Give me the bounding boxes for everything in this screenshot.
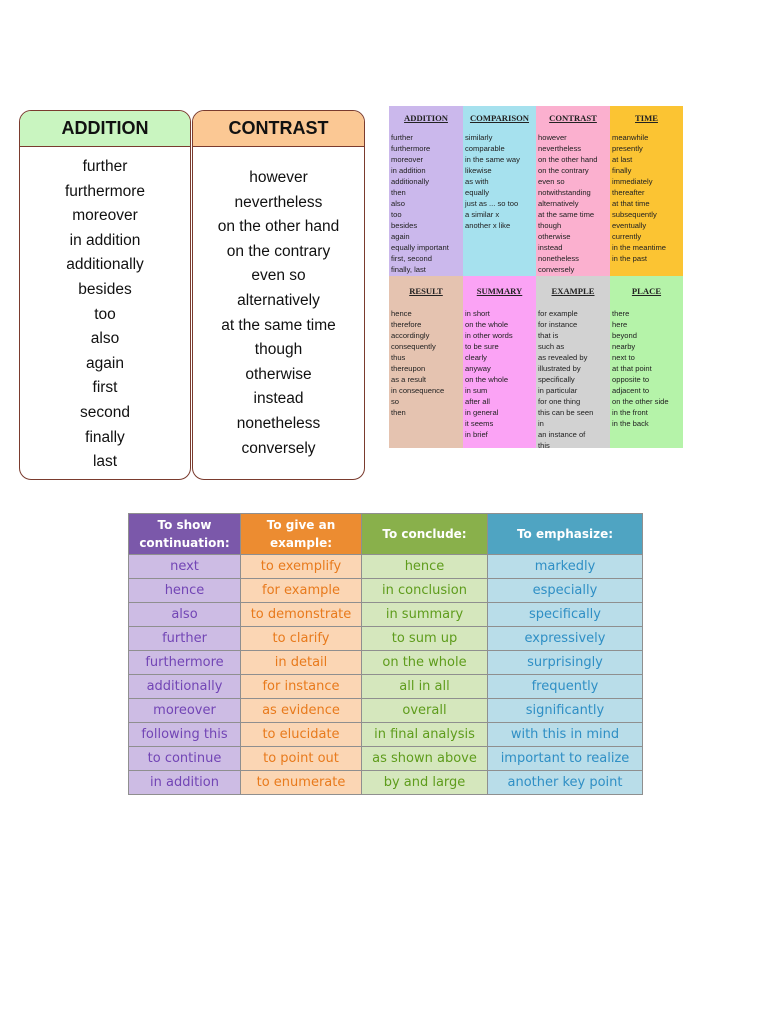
list-item: equally bbox=[465, 188, 490, 197]
list-item: besides bbox=[78, 280, 132, 298]
list-item: similarly bbox=[465, 133, 493, 142]
addition-card bbox=[19, 110, 191, 480]
word-group-list bbox=[464, 302, 535, 440]
table-cell: markedly bbox=[488, 555, 643, 579]
word-group-header: TIME bbox=[635, 113, 658, 123]
list-item: nonetheless bbox=[538, 254, 579, 263]
list-item: further bbox=[391, 133, 413, 142]
table-header-row bbox=[129, 514, 643, 555]
table-row bbox=[129, 699, 643, 723]
list-item: on the whole bbox=[465, 320, 509, 329]
list-item: in short bbox=[465, 309, 490, 318]
list-item: illustrated by bbox=[538, 364, 581, 373]
list-item: nonetheless bbox=[236, 414, 321, 432]
word-group-header: RESULT bbox=[409, 286, 443, 296]
list-item: in the back bbox=[612, 419, 649, 428]
list-item: alternatively bbox=[538, 199, 579, 208]
list-item: an instance of bbox=[538, 430, 586, 439]
word-group-header: SUMMARY bbox=[476, 286, 523, 296]
table-body bbox=[129, 555, 643, 795]
addition-word-list bbox=[20, 147, 190, 475]
list-item: to be sure bbox=[465, 342, 499, 351]
contrast-card bbox=[192, 110, 365, 480]
table-cell: by and large bbox=[362, 771, 488, 795]
list-item: otherwise bbox=[538, 232, 571, 241]
list-item: in bbox=[538, 419, 544, 428]
list-item: this bbox=[538, 441, 550, 448]
table-cell: all in all bbox=[362, 675, 488, 699]
table-cell: to continue bbox=[129, 747, 241, 771]
list-item: that is bbox=[538, 331, 559, 340]
word-group-addition bbox=[389, 106, 463, 276]
table-row bbox=[129, 747, 643, 771]
word-group-list bbox=[611, 132, 682, 264]
table-cell: to demonstrate bbox=[241, 603, 362, 627]
list-item: additionally bbox=[391, 177, 429, 186]
header-line: example: bbox=[269, 536, 333, 550]
table-cell: in summary bbox=[362, 603, 488, 627]
word-group-header: ADDITION bbox=[404, 113, 448, 123]
list-item: beyond bbox=[612, 331, 637, 340]
table-cell: further bbox=[129, 627, 241, 651]
list-item: nevertheless bbox=[538, 144, 582, 153]
list-item: as revealed by bbox=[538, 353, 588, 362]
list-item: too bbox=[94, 305, 116, 323]
word-group-list bbox=[537, 132, 609, 275]
word-group-summary bbox=[463, 276, 536, 448]
list-item: first, second bbox=[391, 254, 432, 263]
word-group-comparison bbox=[463, 106, 536, 276]
list-item: in other words bbox=[465, 331, 513, 340]
list-item: currently bbox=[612, 232, 642, 241]
word-group-contrast bbox=[536, 106, 610, 276]
list-item: opposite to bbox=[612, 375, 650, 384]
table-cell: moreover bbox=[129, 699, 241, 723]
list-item: immediately bbox=[612, 177, 653, 186]
list-item: further bbox=[82, 158, 128, 175]
table-cell: furthermore bbox=[129, 651, 241, 675]
word-group-time bbox=[610, 106, 683, 276]
word-group-list bbox=[537, 302, 609, 448]
list-item: a similar x bbox=[465, 210, 500, 219]
table-cell: overall bbox=[362, 699, 488, 723]
word-group-header: EXAMPLE bbox=[551, 286, 595, 296]
table-column-header bbox=[241, 514, 362, 555]
table-cell: also bbox=[129, 603, 241, 627]
list-item: conversely bbox=[538, 265, 575, 274]
list-item: another x like bbox=[465, 221, 511, 230]
list-item: besides bbox=[391, 221, 418, 230]
table-cell: significantly bbox=[488, 699, 643, 723]
table-column-header bbox=[362, 514, 488, 555]
table-cell: to point out bbox=[241, 747, 362, 771]
list-item: though bbox=[254, 341, 303, 359]
word-group-header: CONTRAST bbox=[549, 113, 597, 123]
list-item: for example bbox=[538, 309, 578, 318]
list-item: in brief bbox=[465, 430, 488, 439]
list-item: as a result bbox=[391, 375, 427, 384]
list-item: nearby bbox=[612, 342, 636, 351]
list-item: even so bbox=[538, 177, 565, 186]
table-row bbox=[129, 555, 643, 579]
list-item: in consequence bbox=[391, 386, 445, 395]
list-item: here bbox=[612, 320, 628, 329]
table-cell: as shown above bbox=[362, 747, 488, 771]
list-item: meanwhile bbox=[612, 133, 649, 142]
table-cell: important to realize bbox=[488, 747, 643, 771]
list-item: thereupon bbox=[391, 364, 426, 373]
list-item: additionally bbox=[66, 256, 144, 274]
table-row bbox=[129, 579, 643, 603]
list-item: at last bbox=[612, 155, 633, 164]
table-cell: in final analysis bbox=[362, 723, 488, 747]
list-item: hence bbox=[391, 309, 412, 318]
list-item: at the same time bbox=[538, 210, 595, 219]
word-group-header: PLACE bbox=[631, 286, 662, 296]
list-item: conversely bbox=[241, 439, 316, 457]
table-cell: with this in mind bbox=[488, 723, 643, 747]
list-item: in addition bbox=[391, 166, 426, 175]
list-item: too bbox=[391, 210, 402, 219]
list-item: so bbox=[391, 397, 400, 406]
list-item: eventually bbox=[612, 221, 647, 230]
table-cell: to sum up bbox=[362, 627, 488, 651]
word-group-header: COMPARISON bbox=[469, 113, 530, 123]
list-item: on the contrary bbox=[538, 166, 589, 175]
addition-card-header: ADDITION bbox=[20, 111, 190, 147]
list-item: nevertheless bbox=[234, 193, 323, 211]
table-row bbox=[129, 771, 643, 795]
list-item: otherwise bbox=[245, 365, 312, 383]
word-group-example bbox=[536, 276, 610, 448]
list-item: specifically bbox=[538, 375, 575, 384]
list-item: finally, last bbox=[391, 265, 426, 274]
list-item: in particular bbox=[538, 386, 578, 395]
table-cell: to elucidate bbox=[241, 723, 362, 747]
table-cell: following this bbox=[129, 723, 241, 747]
list-item: at the same time bbox=[221, 316, 336, 334]
list-item: last bbox=[92, 453, 118, 471]
list-item: furthermore bbox=[391, 144, 431, 153]
table-cell: specifically bbox=[488, 603, 643, 627]
list-item: next to bbox=[612, 353, 635, 362]
list-item: also bbox=[90, 330, 120, 348]
header-line: continuation: bbox=[139, 536, 230, 550]
list-item: then bbox=[391, 188, 406, 197]
list-item: there bbox=[612, 309, 630, 318]
list-item: it seems bbox=[465, 419, 494, 428]
contrast-word-list bbox=[193, 147, 364, 461]
list-item: also bbox=[391, 199, 405, 208]
table-cell: to exemplify bbox=[241, 555, 362, 579]
list-item: notwithstanding bbox=[538, 188, 591, 197]
header-line: To show bbox=[157, 518, 212, 532]
table-row bbox=[129, 675, 643, 699]
list-item: comparable bbox=[465, 144, 505, 153]
list-item: instead bbox=[253, 390, 304, 408]
list-item: however bbox=[538, 133, 567, 142]
list-item: anyway bbox=[465, 364, 491, 373]
transition-phrases-table bbox=[128, 513, 643, 795]
word-group-list bbox=[464, 132, 535, 231]
list-item: subsequently bbox=[612, 210, 657, 219]
word-group-list bbox=[390, 302, 462, 418]
list-item: therefore bbox=[391, 320, 422, 329]
list-item: in the front bbox=[612, 408, 648, 417]
list-item: in the same way bbox=[465, 155, 520, 164]
list-item: at that time bbox=[612, 199, 650, 208]
transition-word-grid bbox=[389, 106, 683, 448]
table-row bbox=[129, 627, 643, 651]
table-cell: in detail bbox=[241, 651, 362, 675]
list-item: likewise bbox=[465, 166, 492, 175]
list-item: clearly bbox=[465, 353, 487, 362]
table-row bbox=[129, 603, 643, 627]
table-cell: hence bbox=[129, 579, 241, 603]
table-cell: for example bbox=[241, 579, 362, 603]
list-item: on the whole bbox=[465, 375, 509, 384]
table-cell: next bbox=[129, 555, 241, 579]
list-item: on the other hand bbox=[538, 155, 598, 164]
table-cell: to clarify bbox=[241, 627, 362, 651]
list-item: this can be seen bbox=[538, 408, 594, 417]
word-group-list bbox=[390, 132, 462, 275]
word-group-result bbox=[389, 276, 463, 448]
table-cell: to enumerate bbox=[241, 771, 362, 795]
list-item: moreover bbox=[72, 207, 138, 225]
table-cell: especially bbox=[488, 579, 643, 603]
list-item: consequently bbox=[391, 342, 436, 351]
list-item: equally important bbox=[391, 243, 449, 252]
list-item: for one thing bbox=[538, 397, 581, 406]
list-item: even so bbox=[251, 267, 306, 285]
list-item: furthermore bbox=[64, 182, 146, 200]
list-item: in sum bbox=[465, 386, 488, 395]
table-cell: another key point bbox=[488, 771, 643, 795]
list-item: on the other side bbox=[612, 397, 669, 406]
word-group-list bbox=[611, 302, 682, 429]
list-item: for instance bbox=[538, 320, 578, 329]
list-item: thereafter bbox=[612, 188, 645, 197]
list-item: though bbox=[538, 221, 562, 230]
table-cell: as evidence bbox=[241, 699, 362, 723]
list-item: such as bbox=[538, 342, 565, 351]
header-line: To give an bbox=[266, 518, 336, 532]
list-item: in general bbox=[465, 408, 499, 417]
list-item: finally bbox=[612, 166, 632, 175]
list-item: moreover bbox=[391, 155, 424, 164]
list-item: in addition bbox=[69, 231, 141, 249]
table-cell: in conclusion bbox=[362, 579, 488, 603]
list-item: in the meantime bbox=[612, 243, 667, 252]
list-item: just as ... so too bbox=[465, 199, 519, 208]
list-item: adjacent to bbox=[612, 386, 650, 395]
list-item: then bbox=[391, 408, 406, 417]
list-item: thus bbox=[391, 353, 406, 362]
list-item: as with bbox=[465, 177, 489, 186]
list-item: however bbox=[249, 169, 308, 186]
table-cell: for instance bbox=[241, 675, 362, 699]
table-row bbox=[129, 723, 643, 747]
list-item: on the other hand bbox=[217, 218, 340, 236]
list-item: in the past bbox=[612, 254, 648, 263]
list-item: first bbox=[92, 379, 118, 397]
list-item: on the contrary bbox=[226, 242, 331, 260]
list-item: alternatively bbox=[237, 291, 320, 309]
table-cell: additionally bbox=[129, 675, 241, 699]
table-cell: expressively bbox=[488, 627, 643, 651]
list-item: after all bbox=[465, 397, 490, 406]
header-line: To emphasize: bbox=[516, 527, 614, 541]
list-item: second bbox=[80, 403, 130, 421]
list-item: presently bbox=[612, 144, 643, 153]
table-column-header bbox=[129, 514, 241, 555]
table-cell: frequently bbox=[488, 675, 643, 699]
table-column-header bbox=[488, 514, 643, 555]
header-line: To conclude: bbox=[382, 527, 467, 541]
list-item: instead bbox=[538, 243, 563, 252]
contrast-card-header: CONTRAST bbox=[193, 111, 364, 147]
table-cell: hence bbox=[362, 555, 488, 579]
word-group-place bbox=[610, 276, 683, 448]
table-cell: on the whole bbox=[362, 651, 488, 675]
list-item: at that point bbox=[612, 364, 652, 373]
list-item: accordingly bbox=[391, 331, 430, 340]
list-item: again bbox=[391, 232, 410, 241]
list-item: finally bbox=[85, 428, 125, 446]
table-cell: surprisingly bbox=[488, 651, 643, 675]
list-item: again bbox=[86, 354, 124, 372]
table-row bbox=[129, 651, 643, 675]
table-cell: in addition bbox=[129, 771, 241, 795]
